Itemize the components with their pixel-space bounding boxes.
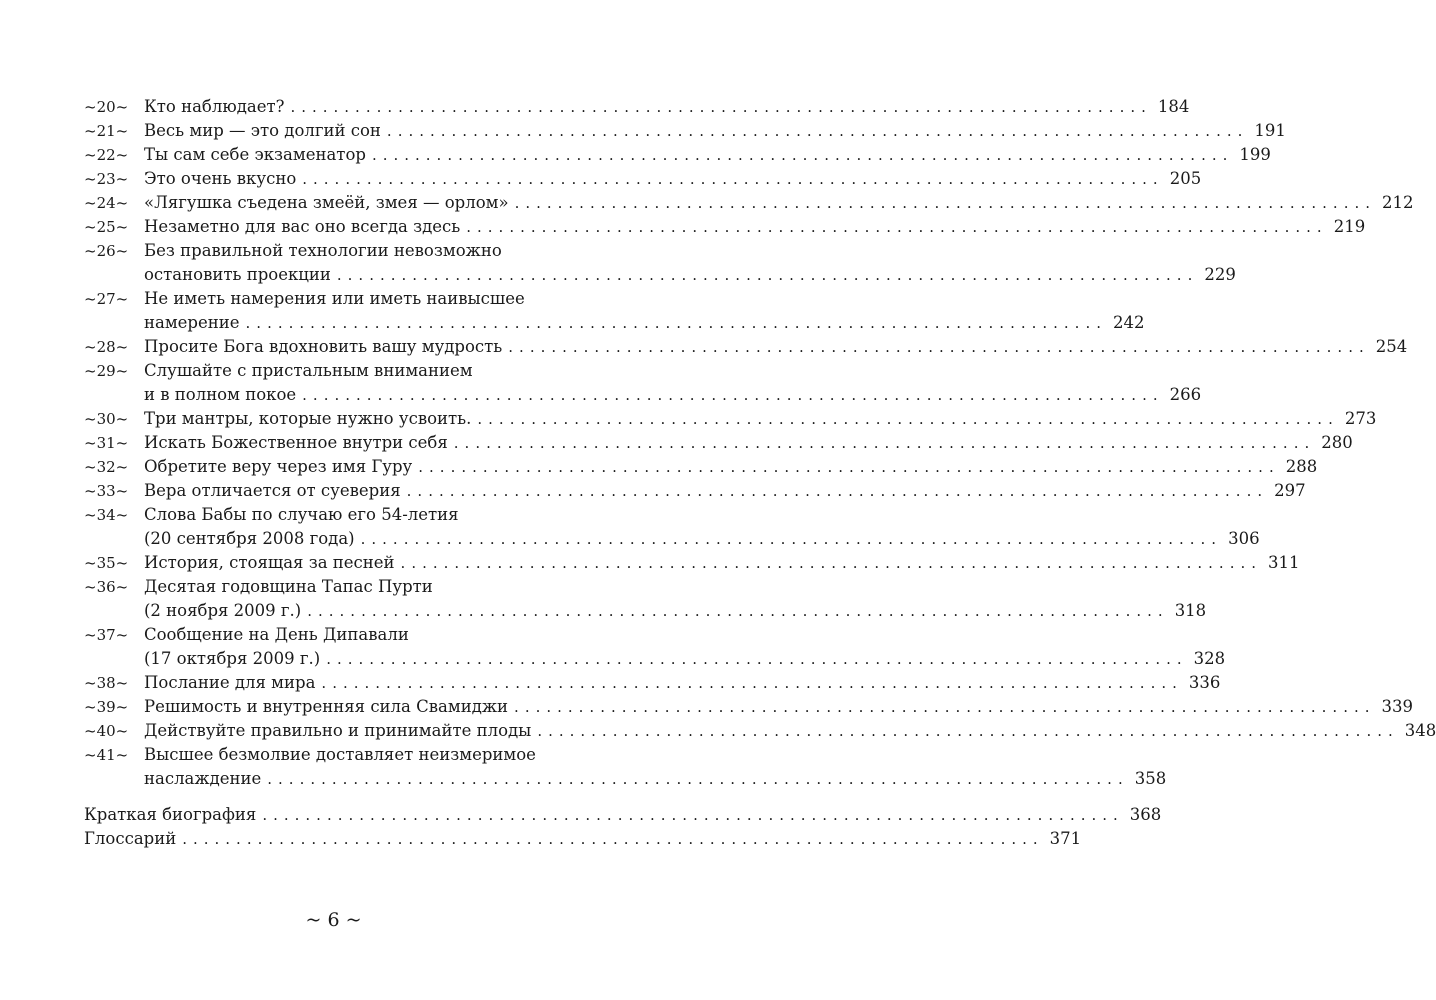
toc-entry-body	[144, 623, 1226, 671]
dot-leader: ................................................................................	[453, 434, 1316, 452]
page-ref: 280	[1321, 433, 1353, 452]
chapter-title-line	[144, 719, 1436, 743]
chapter-title-line	[144, 263, 1236, 287]
toc-entry-body	[144, 719, 1436, 743]
toc-entry-body	[144, 671, 1221, 695]
page-ref: 212	[1382, 193, 1414, 212]
chapter-title: Десятая годовщина Тапас Пурти	[144, 577, 433, 596]
toc-entry	[84, 455, 1318, 479]
chapter-number: ~28~	[84, 338, 129, 356]
toc-entry-body	[144, 407, 1377, 431]
toc-entry-body	[144, 479, 1306, 503]
dot-leader: ................................................................................	[262, 806, 1124, 824]
chapter-number: ~32~	[84, 458, 129, 476]
page-ref: 358	[1134, 769, 1167, 788]
toc-entry-body	[144, 95, 1190, 119]
table-of-contents	[84, 95, 1436, 791]
chapter-title-line	[144, 671, 1221, 695]
chapter-title-line	[144, 335, 1408, 359]
page-ref: 184	[1157, 97, 1190, 116]
toc-entry-body	[144, 191, 1414, 215]
chapter-title: Сообщение на День Дипавали	[144, 625, 409, 644]
chapter-title: Это очень вкусно	[144, 169, 297, 188]
toc-entry-body	[144, 575, 1207, 623]
page-ref: 273	[1344, 409, 1377, 428]
toc-entry-body	[144, 335, 1408, 359]
chapter-number: ~35~	[84, 554, 129, 572]
dot-leader: ................................................................................	[508, 338, 1370, 356]
toc-entry-body	[144, 287, 1145, 335]
chapter-title-line	[144, 479, 1306, 503]
chapter-title-line	[144, 287, 587, 311]
toc-entry	[84, 215, 1366, 239]
chapter-title: Слова Бабы по случаю его 54-летия	[144, 505, 459, 524]
page-ref: 229	[1204, 265, 1236, 284]
chapter-title-line	[144, 767, 1167, 791]
page-ref: 371	[1049, 829, 1082, 848]
page-ref: 254	[1375, 337, 1408, 356]
dot-leader: ................................................................................	[326, 650, 1188, 668]
toc-entry	[84, 167, 1202, 191]
appendix-title: Глоссарий	[84, 829, 177, 848]
toc-entry-body	[144, 239, 1236, 287]
page-ref: 328	[1193, 649, 1226, 668]
dot-leader: ................................................................................	[360, 530, 1223, 548]
appendix-list	[84, 803, 1162, 851]
toc-entry-body	[144, 455, 1318, 479]
chapter-title-line	[144, 431, 1353, 455]
chapter-number: ~26~	[84, 242, 129, 260]
page-ref: 242	[1112, 313, 1145, 332]
chapter-title: Послание для мира	[144, 673, 316, 692]
dot-leader: ................................................................................	[182, 830, 1044, 848]
dot-leader: ................................................................................	[302, 170, 1164, 188]
chapter-title: (20 сентября 2008 года)	[144, 529, 355, 548]
toc-entry-body	[144, 359, 1202, 407]
toc-entry-body	[144, 143, 1271, 167]
dot-leader: ................................................................................	[321, 674, 1183, 692]
toc-entry	[84, 503, 1260, 551]
chapter-title: остановить проекции	[144, 265, 331, 284]
page-ref: 311	[1268, 553, 1300, 572]
dot-leader: ................................................................................	[307, 602, 1169, 620]
chapter-title-line	[144, 599, 1207, 623]
toc-entry-body	[144, 119, 1286, 143]
dot-leader: ................................................................................	[302, 386, 1164, 404]
page-ref: 297	[1274, 481, 1306, 500]
dot-leader: ................................................................................	[386, 122, 1249, 140]
page-ref: 348	[1404, 721, 1436, 740]
chapter-number: ~41~	[84, 746, 129, 764]
chapter-title-line	[144, 527, 1260, 551]
page-ref: 368	[1129, 805, 1162, 824]
page-ref: 199	[1239, 145, 1271, 164]
chapter-title: История, стоящая за песней	[144, 553, 395, 572]
chapter-title: Высшее безмолвие доставляет неизмеримое	[144, 745, 536, 764]
toc-entry	[84, 359, 1202, 407]
toc-entry	[84, 239, 1236, 287]
dot-leader: ................................................................................	[418, 458, 1280, 476]
page-ref: 339	[1381, 697, 1413, 716]
toc-entry-body	[144, 431, 1353, 455]
chapter-title-line	[144, 95, 1190, 119]
chapter-title: Не иметь намерения или иметь наивысшее	[144, 289, 525, 308]
dot-leader: ................................................................................	[336, 266, 1199, 284]
appendix-title: Краткая биография	[84, 805, 257, 824]
chapter-title: «Лягушка съедена змеёй, змея — орлом»	[144, 193, 509, 212]
dot-leader: ................................................................................	[400, 554, 1262, 572]
chapter-title-line	[144, 623, 587, 647]
chapter-title: Кто наблюдает?	[144, 97, 285, 116]
chapter-number: ~38~	[84, 674, 129, 692]
chapter-number: ~21~	[84, 122, 129, 140]
toc-entry	[84, 575, 1207, 623]
toc-entry	[84, 95, 1190, 119]
chapter-number: ~40~	[84, 722, 129, 740]
toc-entry-body	[144, 551, 1300, 575]
page-ref: 191	[1254, 121, 1286, 140]
toc-entry	[84, 623, 1226, 671]
chapter-number: ~30~	[84, 410, 129, 428]
chapter-title: (2 ноября 2009 г.)	[144, 601, 302, 620]
chapter-number: ~22~	[84, 146, 129, 164]
chapter-title: Без правильной технологии невозможно	[144, 241, 502, 260]
chapter-number: ~31~	[84, 434, 129, 452]
chapter-title: Просите Бога вдохновить вашу мудрость	[144, 337, 503, 356]
dot-leader: ................................................................................	[406, 482, 1269, 500]
toc-entry-body	[144, 503, 1260, 551]
toc-entry	[84, 695, 1413, 719]
chapter-title: Действуйте правильно и принимайте плоды	[144, 721, 532, 740]
page-ref: 336	[1188, 673, 1221, 692]
chapter-number: ~33~	[84, 482, 129, 500]
chapter-title-line	[144, 407, 1377, 431]
chapter-title: Весь мир — это долгий сон	[144, 121, 381, 140]
toc-entry	[84, 479, 1306, 503]
appendix-entry	[84, 803, 1162, 827]
chapter-title-line	[144, 167, 1202, 191]
page-ref: 266	[1169, 385, 1202, 404]
dot-leader: ................................................................................	[245, 314, 1107, 332]
chapter-title-line	[144, 551, 1300, 575]
chapter-title: Вера отличается от суеверия	[144, 481, 401, 500]
chapter-title-line	[144, 191, 1414, 215]
page-ref: 288	[1285, 457, 1318, 476]
chapter-number: ~25~	[84, 218, 129, 236]
toc-entry	[84, 743, 1167, 791]
toc-entry	[84, 407, 1377, 431]
toc-entry	[84, 143, 1271, 167]
chapter-title-line	[144, 743, 587, 767]
chapter-title-line	[144, 647, 1226, 671]
dot-leader: ................................................................................	[537, 722, 1399, 740]
toc-entry	[84, 431, 1353, 455]
toc-entry-body	[144, 743, 1167, 791]
chapter-number: ~34~	[84, 506, 129, 524]
chapter-title: Решимость и внутренняя сила Свамиджи	[144, 697, 509, 716]
page-ref: 205	[1169, 169, 1202, 188]
chapter-title-line	[144, 119, 1286, 143]
page-ref: 306	[1228, 529, 1260, 548]
toc-entry	[84, 671, 1221, 695]
dot-leader: ................................................................................	[466, 218, 1328, 236]
dot-leader: ................................................................................	[267, 770, 1129, 788]
page-number: ~ 6 ~	[305, 909, 362, 931]
toc-entry	[84, 719, 1436, 743]
chapter-number: ~27~	[84, 290, 129, 308]
chapter-number: ~24~	[84, 194, 129, 212]
chapter-title: и в полном покое	[144, 385, 297, 404]
chapter-title-line	[144, 311, 1145, 335]
chapter-title: намерение	[144, 313, 240, 332]
toc-entry-body	[144, 215, 1366, 239]
chapter-title: Ты сам себе экзаменатор	[144, 145, 366, 164]
chapter-title: Три мантры, которые нужно усвоить.	[144, 409, 472, 428]
dot-leader: ................................................................................	[514, 194, 1377, 212]
chapter-title-line	[144, 359, 587, 383]
toc-entry-body	[144, 695, 1413, 719]
dot-leader: ................................................................................	[290, 98, 1152, 116]
chapter-number: ~37~	[84, 626, 129, 644]
toc-entry	[84, 119, 1286, 143]
chapter-title: Обретите веру через имя Гуру	[144, 457, 413, 476]
chapter-title-line	[144, 503, 587, 527]
toc-entry	[84, 287, 1145, 335]
chapter-title: наслаждение	[144, 769, 262, 788]
chapter-number: ~29~	[84, 362, 129, 380]
dot-leader: ................................................................................	[371, 146, 1234, 164]
dot-leader: ................................................................................	[477, 410, 1339, 428]
chapter-title: Незаметно для вас оно всегда здесь	[144, 217, 461, 236]
chapter-title-line	[144, 239, 587, 263]
dot-leader: ................................................................................	[514, 698, 1376, 716]
page-ref: 219	[1333, 217, 1366, 236]
page-ref: 318	[1174, 601, 1207, 620]
chapter-title-line	[144, 575, 587, 599]
toc-entry	[84, 335, 1408, 359]
chapter-title-line	[144, 215, 1366, 239]
appendix-entry	[84, 827, 1082, 851]
chapter-title-line	[144, 383, 1202, 407]
chapter-number: ~20~	[84, 98, 129, 116]
chapter-number: ~23~	[84, 170, 129, 188]
chapter-number: ~36~	[84, 578, 129, 596]
chapter-number: ~39~	[84, 698, 129, 716]
toc-entry-body	[144, 167, 1202, 191]
toc-entry	[84, 551, 1300, 575]
chapter-title: Слушайте с пристальным вниманием	[144, 361, 473, 380]
chapter-title-line	[144, 455, 1318, 479]
chapter-title: Искать Божественное внутри себя	[144, 433, 448, 452]
chapter-title-line	[144, 695, 1413, 719]
chapter-title-line	[144, 143, 1271, 167]
chapter-title: (17 октября 2009 г.)	[144, 649, 321, 668]
toc-entry	[84, 191, 1414, 215]
